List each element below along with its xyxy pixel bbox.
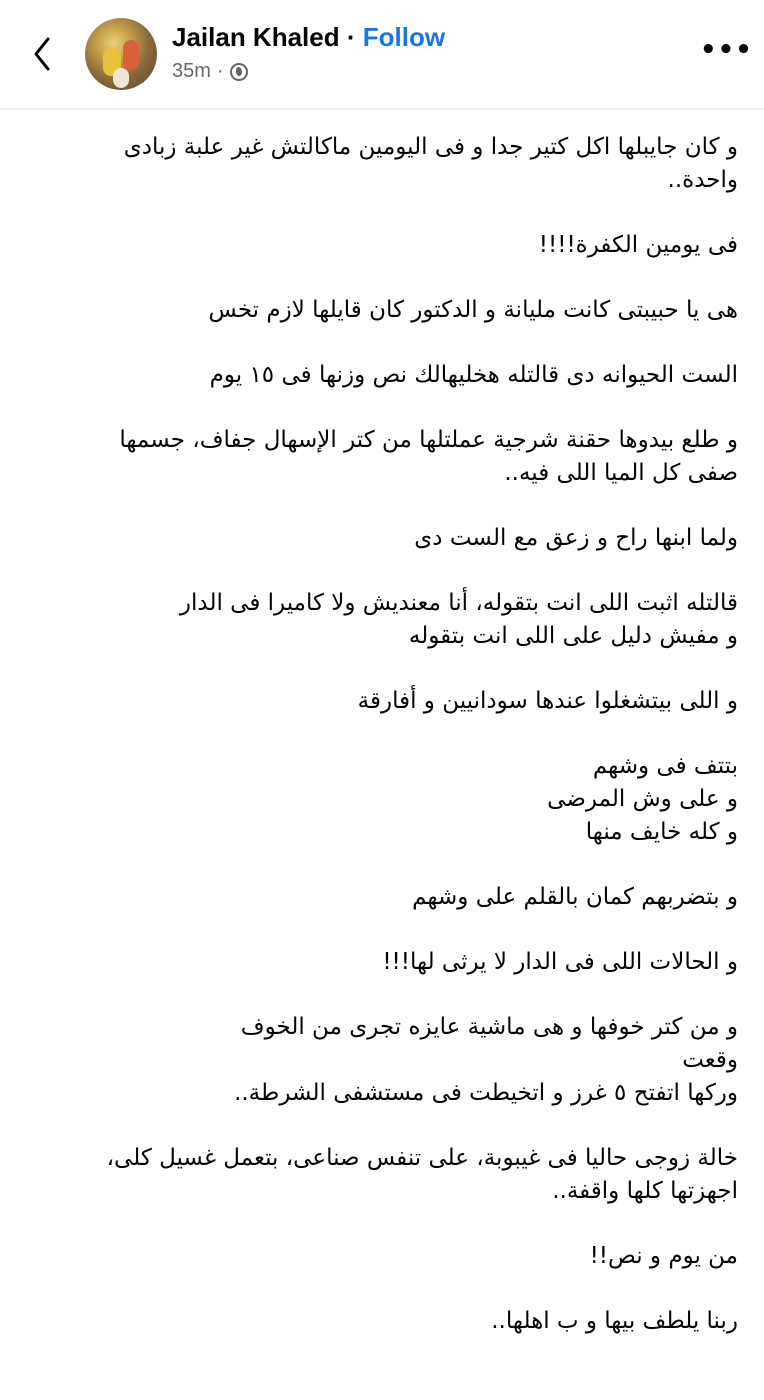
post-time[interactable]: 35m [172, 60, 211, 82]
post-paragraph [58, 359, 738, 392]
post-line: واحدة.. [667, 167, 738, 193]
post-paragraph [58, 685, 738, 718]
post-paragraph [58, 750, 738, 849]
post-line: و بتضربهم كمان بالقلم على وشهم [412, 884, 738, 910]
post-line: بتتف فى وشهم [592, 753, 738, 779]
post-line: خالة زوجى حاليا فى غيبوبة، على تنفس صناعى، بتعمل غسيل كلى، [106, 1145, 738, 1171]
post-line: و طلع بيدوها حقنة شرجية عملتلها من كتر الإسهال جفاف، جسمها [119, 427, 738, 453]
globe-icon [230, 63, 248, 81]
post-paragraph [58, 294, 738, 327]
post-paragraph [58, 424, 738, 490]
post-line: و اللى بيتشغلوا عندها سودانيين و أفارقة [357, 688, 738, 714]
post-line: و الحالات اللى فى الدار لا يرثى لها!!! [382, 949, 738, 975]
post-line: ربنا يلطف بيها و ب اهلها.. [491, 1308, 738, 1334]
author-name[interactable]: Jailan Khaled [172, 22, 340, 52]
post-line: صفى كل الميا اللى فيه.. [504, 460, 738, 486]
post-line: و على وش المرضى [547, 786, 738, 812]
post-line: من يوم و نص!! [589, 1243, 738, 1269]
back-button[interactable] [28, 34, 58, 74]
post-paragraph [58, 1305, 738, 1338]
post-paragraph [58, 229, 738, 262]
post-header [0, 0, 764, 110]
more-horizontal-icon: ••• [700, 35, 753, 65]
post-line: و مفيش دليل على اللى انت بتقوله [408, 623, 738, 649]
chevron-left-icon [28, 34, 58, 74]
post-line: الست الحيوانه دى قالتله هخليهالك نص وزنها فى ١٥ يوم [209, 362, 738, 388]
post-paragraph [58, 1240, 738, 1273]
avatar[interactable] [85, 18, 157, 90]
post-line: اجهزتها كلها واقفة.. [552, 1178, 738, 1204]
post-line: و كان جايبلها اكل كتير جدا و فى اليومين ماكالتش غير علبة زبادى [123, 134, 738, 160]
post-line: و كله خايف منها [585, 819, 738, 845]
follow-button[interactable]: Follow [362, 22, 446, 52]
post-line: ولما ابنها راح و زعق مع الست دى [414, 525, 738, 551]
post-line: فى يومين الكفرة!!!! [538, 232, 738, 258]
post-text [58, 131, 738, 1370]
post-line: و من كتر خوفها و هى ماشية عايزه تجرى من الخوف [240, 1014, 738, 1040]
post-paragraph [58, 1142, 738, 1208]
post-line: قالتله اثبت اللى انت بتقوله، أنا معنديش ولا كاميرا فى الدار [179, 590, 738, 616]
separator: · [346, 22, 356, 52]
post-paragraph [58, 522, 738, 555]
post-paragraph [58, 881, 738, 914]
post-paragraph [58, 131, 738, 197]
more-options-button[interactable] [700, 35, 753, 65]
post-paragraph [58, 1011, 738, 1110]
post-paragraph [58, 946, 738, 979]
post-line: وقعت [682, 1047, 738, 1073]
post-line: وركها اتفتح ٥ غرز و اتخيطت فى مستشفى الشرطة.. [234, 1080, 738, 1106]
meta-separator: · [216, 60, 224, 82]
post-line: هى يا حبيبتى كانت مليانة و الدكتور كان قايلها لازم تخس [208, 297, 738, 323]
post-paragraph [58, 587, 738, 653]
